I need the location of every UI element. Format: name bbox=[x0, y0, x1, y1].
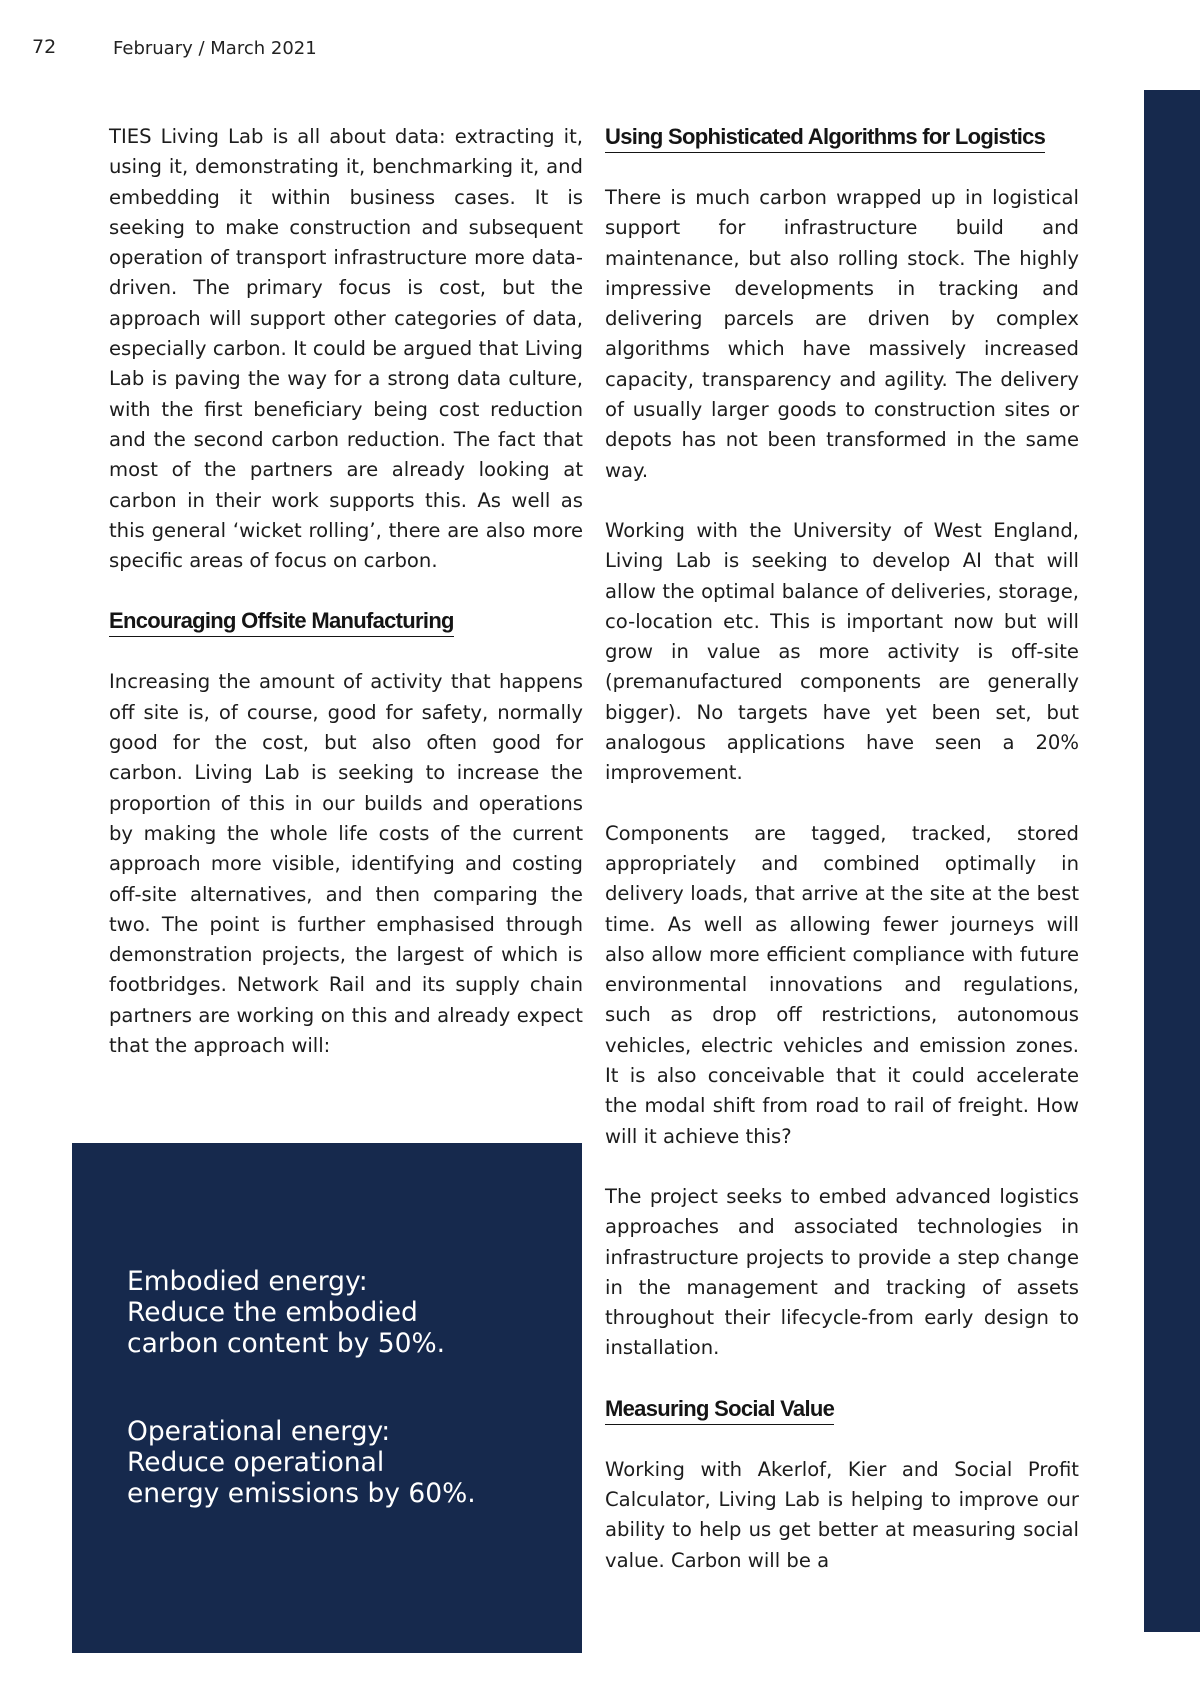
embodied-energy-target bbox=[127, 1266, 445, 1359]
target-text: Reduce the embodied bbox=[127, 1297, 418, 1328]
left-column bbox=[109, 122, 583, 1091]
logistics-paragraph: Working with the University of West England, Living Lab is seeking to develop AI that will allow the optimal balance of deliveries, storage, co-location etc. This is important now but will grow in value as more activity is off-site (premanufactured components are generally bigger). No targets have yet been set, but analogous applications have seen a 20% improvement. bbox=[605, 518, 1079, 785]
logistics-paragraph: The project seeks to embed advanced logistics approaches and associated technologies in infrastructure projects to provide a step change in the management and tracking of assets throughout their lifecycle-from early design to installation. bbox=[605, 1184, 1079, 1360]
social-value-paragraph: Working with Akerlof, Kier and Social Profit Calculator, Living Lab is helping to improve our ability to help us get better at measuring social value. Carbon will be a bbox=[605, 1457, 1079, 1572]
logistics-paragraph: Components are tagged, tracked, stored appropriately and combined optimally in delivery loads, that arrive at the site at the best time. As well as allowing fewer journeys will also allow more efficient compliance with future environmental innovations and regulations, such as drop off restrictions, autonomous vehicles, electric vehicles and emission zones. It is also conceivable that it could accelerate the modal shift from road to rail of freight. How will it achieve this? bbox=[605, 821, 1079, 1148]
operational-energy-target bbox=[127, 1416, 476, 1509]
offsite-paragraph: Increasing the amount of activity that happens off site is, of course, good for safety, normally good for the cost, but also often good for carbon. Living Lab is seeking to increase the proportion of this in our builds and operations by making the whole life costs of the current approach more visible, identifying and costing off-site alternatives, and then comparing the two. The point is further emphasised through demonstration projects, the largest of which is footbridges. Network Rail and its supply chain partners are working on this and already expect that the approach will: bbox=[109, 670, 583, 1058]
intro-paragraph: TIES Living Lab is all about data: extracting it, using it, demonstrating it, benchmarking it, and embedding it within business cases. It is seeking to make construction and subsequent operation of transport infrastructure more data-driven. The primary focus is cost, but the approach will support other categories of data, especially carbon. It could be argued that Living Lab is paving the way for a strong data culture, with the first beneficiary being cost reduction and the second carbon reduction. The fact that most of the partners are already looking at carbon in their work supports this. As well as this general ‘wicket rolling’, there are also more specific areas of focus on carbon. bbox=[109, 125, 583, 573]
targets-callout-box bbox=[72, 1143, 582, 1653]
target-text: carbon content by 50%. bbox=[127, 1328, 446, 1359]
target-text: Reduce operational bbox=[127, 1447, 385, 1478]
page-number: 72 bbox=[32, 36, 57, 58]
logistics-heading: Using Sophisticated Algorithms for Logistics bbox=[605, 122, 1045, 153]
target-label: Operational energy: bbox=[127, 1416, 391, 1447]
target-text: energy emissions by 60%. bbox=[127, 1478, 476, 1509]
target-label: Embodied energy: bbox=[127, 1266, 368, 1297]
decorative-side-bar bbox=[1144, 90, 1200, 1632]
issue-date: February / March 2021 bbox=[113, 38, 317, 59]
right-column bbox=[605, 122, 1079, 1606]
logistics-paragraph: There is much carbon wrapped up in logistical support for infrastructure build and maintenance, but also rolling stock. The highly impressive developments in tracking and delivering parcels are driven by complex algorithms which have massively increased capacity, transparency and agility. The delivery of usually larger goods to construction sites or depots has not been transformed in the same way. bbox=[605, 186, 1079, 482]
social-value-heading: Measuring Social Value bbox=[605, 1394, 834, 1425]
offsite-heading: Encouraging Offsite Manufacturing bbox=[109, 606, 454, 637]
